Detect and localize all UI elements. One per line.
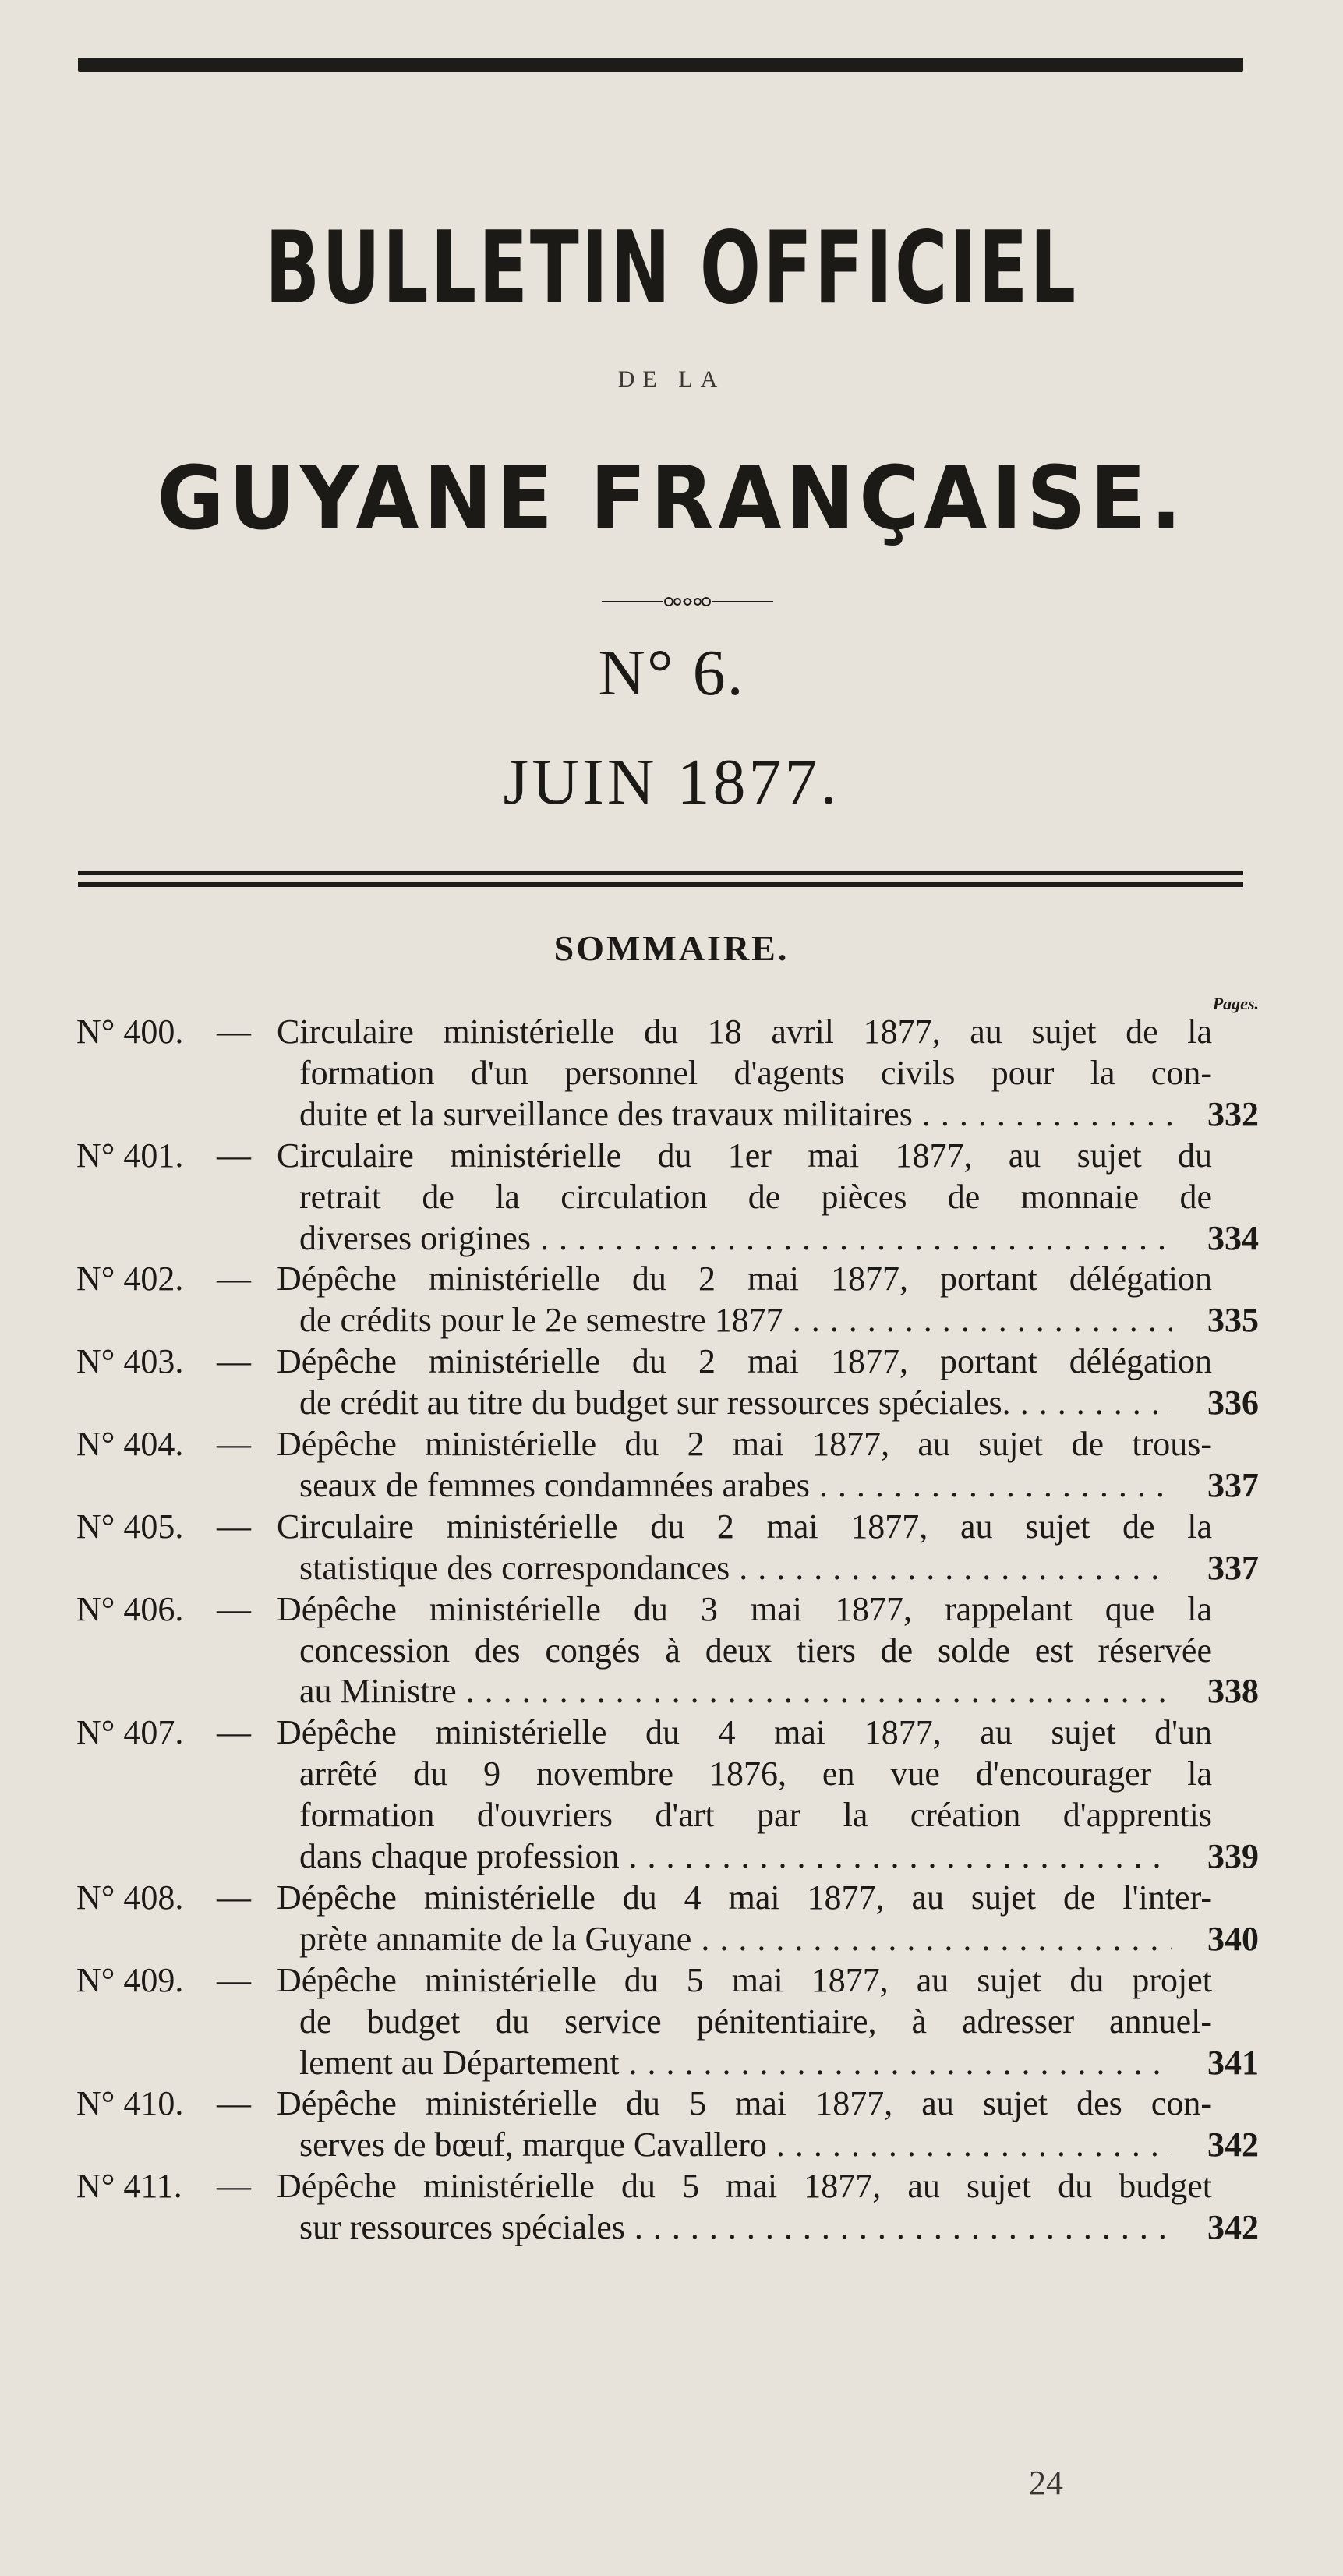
entry-text: Dépêche ministérielle du 4 mai 1877, au sujet d'un: [277, 1713, 1212, 1751]
summary-entry-line: [0, 1259, 1343, 1299]
entry-number: N° 410.: [76, 2084, 184, 2122]
summary-entry-line: [0, 2002, 1343, 2042]
entry-page-number: 332: [1207, 1095, 1259, 1133]
entry-number: N° 403.: [76, 1342, 184, 1380]
section-rule-thick: [78, 882, 1243, 887]
entry-dash: —: [217, 1961, 251, 1999]
entry-page-number: 342: [1207, 2208, 1259, 2246]
entry-text: seaux de femmes condamnées arabes . . .: [299, 1465, 1172, 1506]
summary-entry-line: [0, 1012, 1343, 1052]
summary-entry-line: [0, 1383, 1343, 1423]
entry-text: de crédit au titre du budget sur ressources spéciales. . . .: [299, 1383, 1172, 1423]
entry-text: Dépêche ministérielle du 5 mai 1877, au sujet du projet: [277, 1961, 1212, 1999]
entry-page-number: 338: [1207, 1672, 1259, 1710]
entry-dash: —: [217, 1342, 251, 1380]
entry-page-number: 334: [1207, 1219, 1259, 1257]
entry-text: prète annamite de la Guyane . . .: [299, 1919, 1172, 1959]
entry-text: Dépêche ministérielle du 5 mai 1877, au sujet du budget: [277, 2167, 1212, 2205]
entry-dash: —: [217, 2167, 251, 2205]
entry-dash: —: [217, 1878, 251, 1917]
summary-entry-line: [0, 1136, 1343, 1176]
summary-heading: SOMMAIRE.: [553, 928, 790, 968]
entry-number: N° 400.: [76, 1012, 184, 1051]
entry-dash: —: [217, 1507, 251, 1546]
issue-number: N° 6.: [598, 637, 745, 709]
entry-text: diverses origines . . .: [299, 1218, 1172, 1259]
entry-dash: —: [217, 1012, 251, 1051]
entry-text: Dépêche ministérielle du 3 mai 1877, rappelant que la: [277, 1590, 1212, 1628]
entry-text: statistique des correspondances . . .: [299, 1548, 1172, 1588]
summary-entry-line: [0, 1960, 1343, 2001]
issue-date: JUIN 1877.: [503, 746, 840, 818]
summary-entry-line: [0, 1218, 1343, 1259]
entry-text: de crédits pour le 2e semestre 1877 . . .: [299, 1300, 1172, 1341]
entry-dash: —: [217, 1260, 251, 1298]
summary-entry-line: [0, 2043, 1343, 2083]
entry-dash: —: [217, 1713, 251, 1751]
entry-text: Dépêche ministérielle du 2 mai 1877, au sujet de trous-: [277, 1425, 1212, 1463]
entry-dash: —: [217, 1590, 251, 1628]
entry-text: Circulaire ministérielle du 2 mai 1877, au sujet de la: [277, 1507, 1212, 1546]
summary-entry-line: [0, 1053, 1343, 1094]
summary-entry-line: [0, 1424, 1343, 1465]
entry-dash: —: [217, 2084, 251, 2122]
entry-text: concession des congés à deux tiers de solde est réservée: [299, 1631, 1212, 1670]
entry-text: dans chaque profession . . .: [299, 1836, 1172, 1877]
entry-number: N° 402.: [76, 1260, 184, 1298]
summary-entry-line: [0, 2166, 1343, 2207]
summary-entry-line: [0, 1919, 1343, 1959]
summary-entry-line: [0, 1548, 1343, 1588]
summary-entry-line: [0, 1671, 1343, 1712]
entry-page-number: 340: [1207, 1920, 1259, 1958]
entry-number: N° 404.: [76, 1425, 184, 1463]
entry-text: au Ministre . . .: [299, 1671, 1172, 1712]
entry-page-number: 342: [1207, 2125, 1259, 2164]
pages-column-label: Pages.: [1212, 994, 1259, 1013]
entry-text: duite et la surveillance des travaux militaires . . .: [299, 1094, 1172, 1135]
entry-text: Dépêche ministérielle du 4 mai 1877, au sujet de l'inter-: [277, 1878, 1212, 1917]
entry-number: N° 401.: [76, 1136, 184, 1175]
entry-number: N° 411.: [76, 2167, 182, 2205]
entry-text: Circulaire ministérielle du 18 avril 1877, au sujet de la: [277, 1012, 1212, 1051]
entry-dash: —: [217, 1425, 251, 1463]
summary-entry-line: [0, 1341, 1343, 1382]
entry-text: sur ressources spéciales . . .: [299, 2207, 1172, 2248]
entry-number: N° 405.: [76, 1507, 184, 1546]
summary-entry-line: [0, 1754, 1343, 1794]
summary-entry-line: [0, 2083, 1343, 2124]
entry-number: N° 409.: [76, 1961, 184, 1999]
entry-text: Dépêche ministérielle du 5 mai 1877, au sujet des con-: [277, 2084, 1212, 2122]
summary-entry-line: [0, 2207, 1343, 2248]
entry-page-number: 335: [1207, 1301, 1259, 1339]
section-rule: [78, 871, 1243, 875]
top-rule: [78, 58, 1243, 72]
entry-page-number: 339: [1207, 1837, 1259, 1875]
territory-title: GUYANE FRANÇAISE.: [157, 448, 1186, 549]
entry-text: retrait de la circulation de pièces de monnaie de: [299, 1178, 1212, 1216]
page-folio: 24: [1029, 2464, 1063, 2502]
title-connector: DE LA: [617, 366, 726, 392]
entry-page-number: 341: [1207, 2044, 1259, 2082]
entry-number: N° 407.: [76, 1713, 184, 1751]
summary-entry-line: [0, 1507, 1343, 1547]
entry-number: N° 406.: [76, 1590, 184, 1628]
bulletin-title: BULLETIN OFFICIEL: [265, 210, 1078, 327]
entry-page-number: 337: [1207, 1549, 1259, 1587]
entry-dash: —: [217, 1136, 251, 1175]
summary-entry-line: [0, 1631, 1343, 1671]
summary-entry-line: [0, 1878, 1343, 1918]
entry-text: formation d'ouvriers d'art par la création d'apprentis: [299, 1796, 1212, 1834]
entry-text: lement au Département . . .: [299, 2043, 1172, 2083]
summary-entry-line: [0, 1300, 1343, 1341]
summary-entry-line: [0, 1795, 1343, 1836]
entry-text: Dépêche ministérielle du 2 mai 1877, portant délégation: [277, 1260, 1212, 1298]
entry-text: de budget du service pénitentiaire, à adresser annuel-: [299, 2002, 1212, 2041]
summary-entry-line: [0, 1836, 1343, 1877]
summary-entry-line: [0, 1177, 1343, 1217]
entry-text: arrêté du 9 novembre 1876, en vue d'encourager la: [299, 1754, 1212, 1793]
summary-entry-line: [0, 1712, 1343, 1753]
entry-text: Dépêche ministérielle du 2 mai 1877, portant délégation: [277, 1342, 1212, 1380]
summary-entry-line: [0, 1465, 1343, 1506]
summary-entry-line: [0, 2125, 1343, 2165]
entry-page-number: 336: [1207, 1383, 1259, 1422]
summary-entry-line: [0, 1589, 1343, 1630]
entry-page-number: 337: [1207, 1466, 1259, 1504]
ornament-divider: [602, 586, 773, 617]
entry-text: Circulaire ministérielle du 1er mai 1877, au sujet du: [277, 1136, 1212, 1175]
entry-number: N° 408.: [76, 1878, 184, 1917]
summary-entry-line: [0, 1094, 1343, 1135]
entry-text: serves de bœuf, marque Cavallero . . .: [299, 2125, 1172, 2165]
entry-text: formation d'un personnel d'agents civils pour la con-: [299, 1054, 1212, 1092]
